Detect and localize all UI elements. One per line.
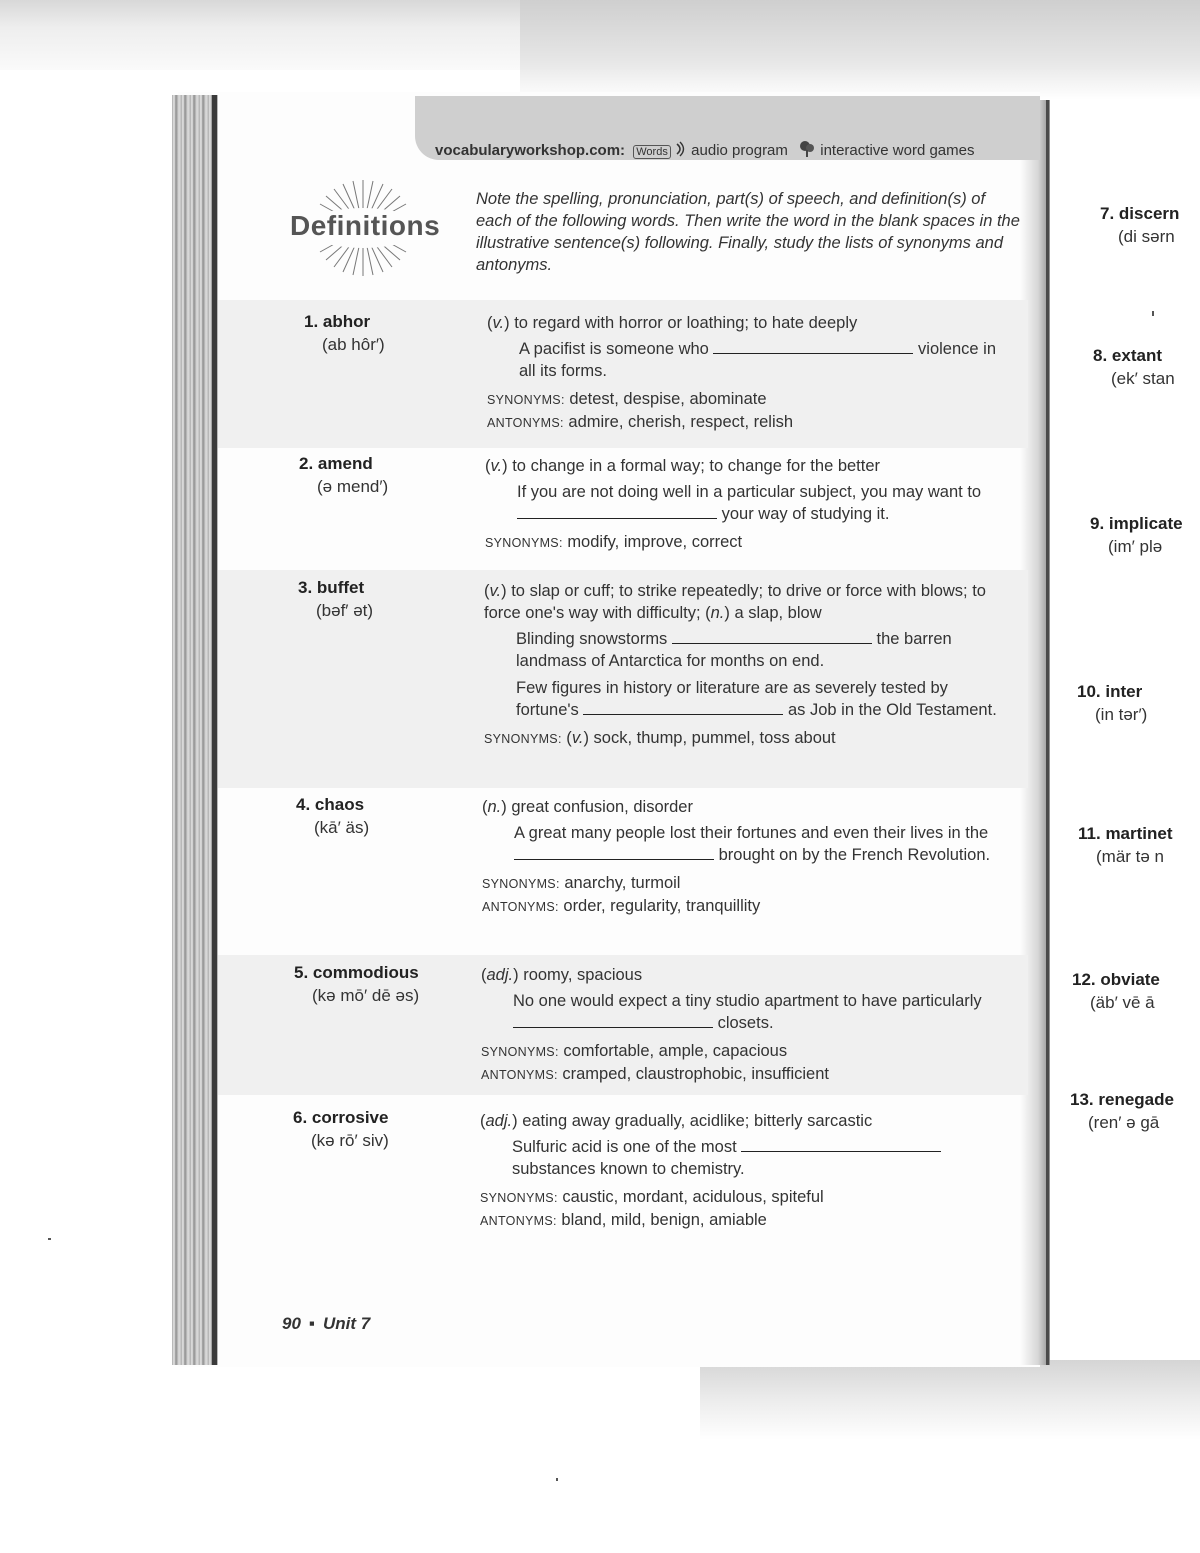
book-spine-edge (212, 95, 217, 1365)
instructions: Note the spelling, pronunciation, part(s) of speech, and definition(s) of each of the following words. Then write the word in the blank spaces in the illustrative sentence(s) following. Finally, study the lists of synonyms and antonyms. (476, 190, 1020, 274)
headword: corrosive (311, 1108, 389, 1127)
part-of-speech: v. (490, 457, 503, 475)
antonyms: ANTONYMS: admire, cherish, respect, relish (487, 413, 794, 431)
pronunciation: (kə rō′ siv) (311, 1131, 389, 1150)
scan-speck (556, 1478, 558, 1481)
example-sentence: Few figures in history or literature are as severely tested by fortune's as Job in the Old Testament. (516, 679, 997, 719)
next-page-entry-11: 11. martinet (mär tə n (1078, 824, 1173, 866)
scan-shadow-top-right (520, 0, 1200, 100)
headword: chaos (314, 795, 365, 814)
page-gutter-line (1046, 100, 1049, 1365)
synonyms: SYNONYMS: anarchy, turmoil (482, 874, 681, 892)
synonyms: SYNONYMS: detest, despise, abominate (487, 390, 767, 408)
page-footer (282, 1314, 370, 1334)
antonyms: ANTONYMS: bland, mild, benign, amiable (480, 1211, 767, 1229)
headword: abhor (322, 312, 371, 331)
definition: roomy, spacious (523, 966, 643, 984)
pronunciation: (kā′ äs) (314, 818, 370, 837)
answer-blank[interactable] (713, 339, 913, 354)
section-title: Definitions (290, 210, 441, 241)
definition: to regard with horror or loathing; to hate deeply (514, 314, 858, 332)
pronunciation: (kə mō′ dē əs) (312, 986, 420, 1005)
answer-blank[interactable] (583, 700, 783, 715)
headword: commodious (312, 963, 419, 982)
example-sentence: Blinding snowstorms the barren landmass of Antarctica for months on end. (516, 630, 952, 670)
entry-body-5: (adj.) roomy, spacious No one would expect a tiny studio apartment to have particularly closets. SYNONYMS: comfortable, ample, capacious ANTONYMS: cramped, claustrophobic, insufficient (481, 964, 1011, 1086)
pronunciation: (ab hôr′) (322, 335, 385, 354)
headword: buffet (316, 578, 365, 597)
header-resources (435, 140, 974, 162)
entry-body-1: (v.) to regard with horror or loathing; to hate deeply A pacifist is someone who violence in all its forms. SYNONYMS: detest, despise, abominate ANTONYMS: admire, cherish, respect, relish (487, 312, 1017, 434)
part-of-speech: adj. (485, 1112, 513, 1130)
pronunciation: (bəf′ ət) (316, 601, 374, 620)
entry-headword-1: 1. abhor (ab hôr′) (304, 312, 385, 354)
synonyms: SYNONYMS: caustic, mordant, acidulous, spiteful (480, 1188, 824, 1206)
example-sentence: Sulfuric acid is one of the most substances known to chemistry. (480, 1136, 1010, 1180)
entry-headword-2: 2. amend (ə mend′) (299, 454, 389, 496)
games-icon (798, 140, 816, 162)
answer-blank[interactable] (514, 845, 714, 860)
part-of-speech: v. (489, 582, 502, 600)
words-badge: Words (633, 145, 671, 159)
audio-icon (675, 140, 687, 162)
unit-label: Unit 7 (322, 1314, 371, 1333)
example-sentence: If you are not doing well in a particular subject, you may want to your way of studying it. (517, 483, 982, 523)
example-sentence: No one would expect a tiny studio apartment to have particularly closets. (513, 992, 982, 1032)
antonyms: ANTONYMS: order, regularity, tranquillity (482, 897, 761, 915)
next-page-entry-12: 12. obviate (äb′ vē ā (1072, 970, 1160, 1012)
scan-shadow-bottom (700, 1360, 1200, 1440)
audio-program-label: audio program (691, 141, 788, 159)
entry-body-6: (adj.) eating away gradually, acidlike; bitterly sarcastic Sulfuric acid is one of the most substances known to chemistry. SYNONYMS: caustic, mordant, acidulous, spiteful ANTONYMS: bland, mild, benign, amiable (480, 1110, 1010, 1232)
answer-blank[interactable] (517, 504, 717, 519)
definition: a slap, blow (734, 604, 822, 622)
synonyms: SYNONYMS: comfortable, ample, capacious (481, 1042, 788, 1060)
definition: eating away gradually, acidlike; bitterly sarcastic (522, 1112, 873, 1130)
entry-headword-3: 3. buffet (bəf′ ət) (298, 578, 374, 620)
entry-headword-5: 5. commodious (kə mō′ dē əs) (294, 963, 420, 1005)
entry-body-4: (n.) great confusion, disorder A great many people lost their fortunes and even their lives in the brought on by the French Revolution. SYNONYMS: anarchy, turmoil ANTONYMS: order, regularity, tranquillity (482, 796, 1012, 918)
example-sentence: A great many people lost their fortunes and even their lives in the brought on by the French Revolution. (514, 824, 991, 864)
next-page-entry-10: 10. inter (in tər′) (1077, 682, 1148, 724)
scan-speck (1152, 311, 1154, 316)
part-of-speech: v. (492, 314, 505, 332)
synonyms: SYNONYMS: (v.) sock, thump, pummel, toss about (484, 729, 836, 747)
page-number: 90 (282, 1314, 301, 1333)
entry-body-2: (v.) to change in a formal way; to change for the better If you are not doing well in a particular subject, you may want to your way of studying it. SYNONYMS: modify, improve, correct (485, 455, 1015, 554)
answer-blank[interactable] (741, 1137, 941, 1152)
entry-headword-4: 4. chaos (kā′ äs) (296, 795, 370, 837)
entry-body-3: (v.) to slap or cuff; to strike repeatedly; to drive or force with blows; to force one's way with difficulty; (n.) a slap, blow Blinding snowstorms the barren landmass of Antarctica for months on end. Few figures in history or literature are as severely tested by fortune's as Job in the Old Testament. SYNONYMS: (v.) sock, thump, pummel, toss about (484, 580, 1014, 750)
part-of-speech: n. (487, 798, 502, 816)
definition: to change in a formal way; to change for the better (512, 457, 881, 475)
next-page-entry-7: 7. discern (di sərn (1100, 204, 1180, 246)
scan-speck (48, 1238, 51, 1240)
footer-bullet: ▪ (308, 1314, 315, 1333)
definition: to slap or cuff; to strike repeatedly; to drive or force with blows; to force one's way with difficulty; (484, 582, 986, 622)
next-page-entry-8: 8. extant (ek′ stan (1093, 346, 1175, 388)
next-page-entry-9: 9. implicate (im′ plə (1090, 514, 1183, 556)
site-link[interactable]: vocabularyworkshop.com: (435, 141, 626, 159)
headword: amend (317, 454, 373, 473)
pronunciation: (ə mend′) (317, 477, 389, 496)
antonyms: ANTONYMS: cramped, claustrophobic, insufficient (481, 1065, 829, 1083)
part-of-speech: n. (710, 604, 725, 622)
part-of-speech: adj. (486, 966, 514, 984)
answer-blank[interactable] (513, 1013, 713, 1028)
answer-blank[interactable] (672, 629, 872, 644)
example-sentence: A pacifist is someone who violence in all its forms. (519, 340, 997, 380)
interactive-games-label: interactive word games (820, 141, 975, 159)
next-page-entry-13: 13. renegade (ren′ ə gā (1070, 1090, 1174, 1132)
definition: great confusion, disorder (511, 798, 693, 816)
synonyms: SYNONYMS: modify, improve, correct (485, 533, 743, 551)
entry-headword-6: 6. corrosive (kə rō′ siv) (293, 1108, 389, 1150)
